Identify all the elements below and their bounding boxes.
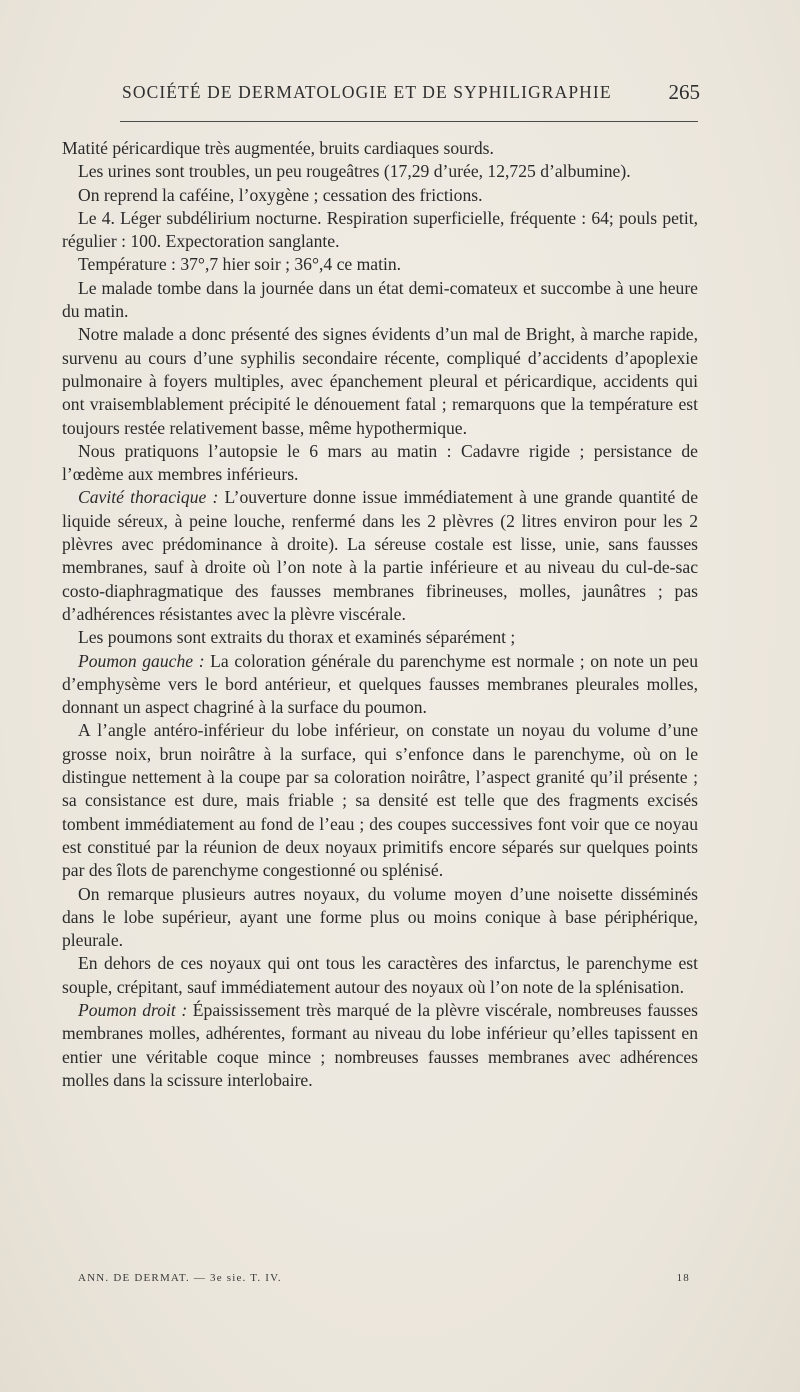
paragraph: Les poumons sont extraits du thorax et examinés séparément ; [78,627,516,648]
paragraph: Le 4. Léger subdélirium nocturne. Respiration superficielle, fréquente : 64; pouls petit, régulier : 100. Expectoration sanglante. [62,207,698,252]
paragraph-poumon-gauche: Poumon gauche : La coloration générale du parenchyme est normale ; on note un peu d’emphysème vers le bord antérieur, et quelques fausses membranes pleurales molles, donnant un aspect chagriné à la surface du poumon. [62,650,699,718]
paragraph: Nous pratiquons l’autopsie le 6 mars au matin : Cadavre rigide ; persistance de l’œdème aux membres inférieurs. [62,440,698,485]
paragraph: Matité péricardique très augmentée, bruits cardiaques sourds. [62,138,494,158]
body-text [62,137,698,1092]
paragraph: En dehors de ces noyaux qui ont tous les caractères des infarctus, le parenchyme est souple, crépitant, sauf immédiatement autour des noyaux où l’on note de la splénisation. [62,953,698,997]
footer-sheet-number: 18 [676,1272,690,1284]
page-number: 265 [668,80,700,104]
page-header [122,82,700,112]
paragraph: Température : 37°,7 hier soir ; 36°,4 ce matin. [78,254,402,275]
paragraph: A l’angle antéro-inférieur du lobe inférieur, on constate un noyau du volume d’une grosse noix, brun noirâtre à la surface, qui s’enfonce dans le parenchyme, où on le distingue nettement à la coupe par sa coloration noirâtre, l’aspect granité qu’il présente ; sa consistance est dure, mais friable ; sa densité est telle que des fragments excisés tombent immédiatement au fond de l’eau ; des coupes successives font voir que ce noyau est constitué par la réunion de deux noyaux primitifs encore séparés sur quelques points par des îlots de parenchyme congestionné ou splénisé. [62,720,698,881]
section-lead: Poumon gauche : [78,650,205,671]
footer-signature: ANN. DE DERMAT. — 3e sie. T. IV. [78,1272,282,1284]
paragraph-cavite-thoracique: Cavité thoracique : L’ouverture donne issue immédiatement à une grande quantité de liquide séreux, à peine louche, renfermé dans les 2 plèvres (2 litres environ pour les 2 plèvres avec prédominance à droite). La séreuse costale est lisse, unie, sans fausses membranes, sauf à droite où l’on note à la partie inférieure et au niveau du cul-de-sac costo-diaphragmatique des fausses membranes fibrineuses, molles, jaunâtres ; pas d’adhérences résistantes avec la plèvre viscérale. [62,487,699,624]
section-lead: Poumon droit : [78,999,188,1020]
page-footer [78,1272,698,1288]
running-title: SOCIÉTÉ DE DERMATOLOGIE ET DE SYPHILIGRAPHIE [122,82,612,102]
paragraph-poumon-droit: Poumon droit : Épaississement très marqué de la plèvre viscérale, nombreuses fausses membranes molles, adhérentes, formant au niveau du lobe inférieur qu’elles tapissent en entier une véritable coque mince ; nombreuses fausses membranes avec adhérences molles dans la scissure interlobaire. [62,999,698,1090]
paragraph: On reprend la caféine, l’oxygène ; cessation des frictions. [78,184,483,205]
paragraph: On remarque plusieurs autres noyaux, du volume moyen d’une noisette disséminés dans le lobe supérieur, ayant une forme plus ou moins conique à base périphérique, pleurale. [62,883,698,951]
paragraph: Le malade tombe dans la journée dans un état demi-comateux et succombe à une heure du matin. [62,277,698,322]
paragraph: Les urines sont troubles, un peu rougeâtres (17,29 d’urée, 12,725 d’albumine). [78,161,631,182]
paragraph: Notre malade a donc présenté des signes évidents d’un mal de Bright, à marche rapide, survenu au cours d’une syphilis secondaire récente, compliqué d’accidents d’apoplexie pulmonaire à foyers multiples, avec épanchement pleural et péricardique, accidents qui ont vraisemblablement précipité le dénouement fatal ; remarquons que la température est toujours restée relativement basse, même hypothermique. [62,324,698,438]
header-rule [120,121,698,122]
section-lead: Cavité thoracique : [78,487,219,508]
